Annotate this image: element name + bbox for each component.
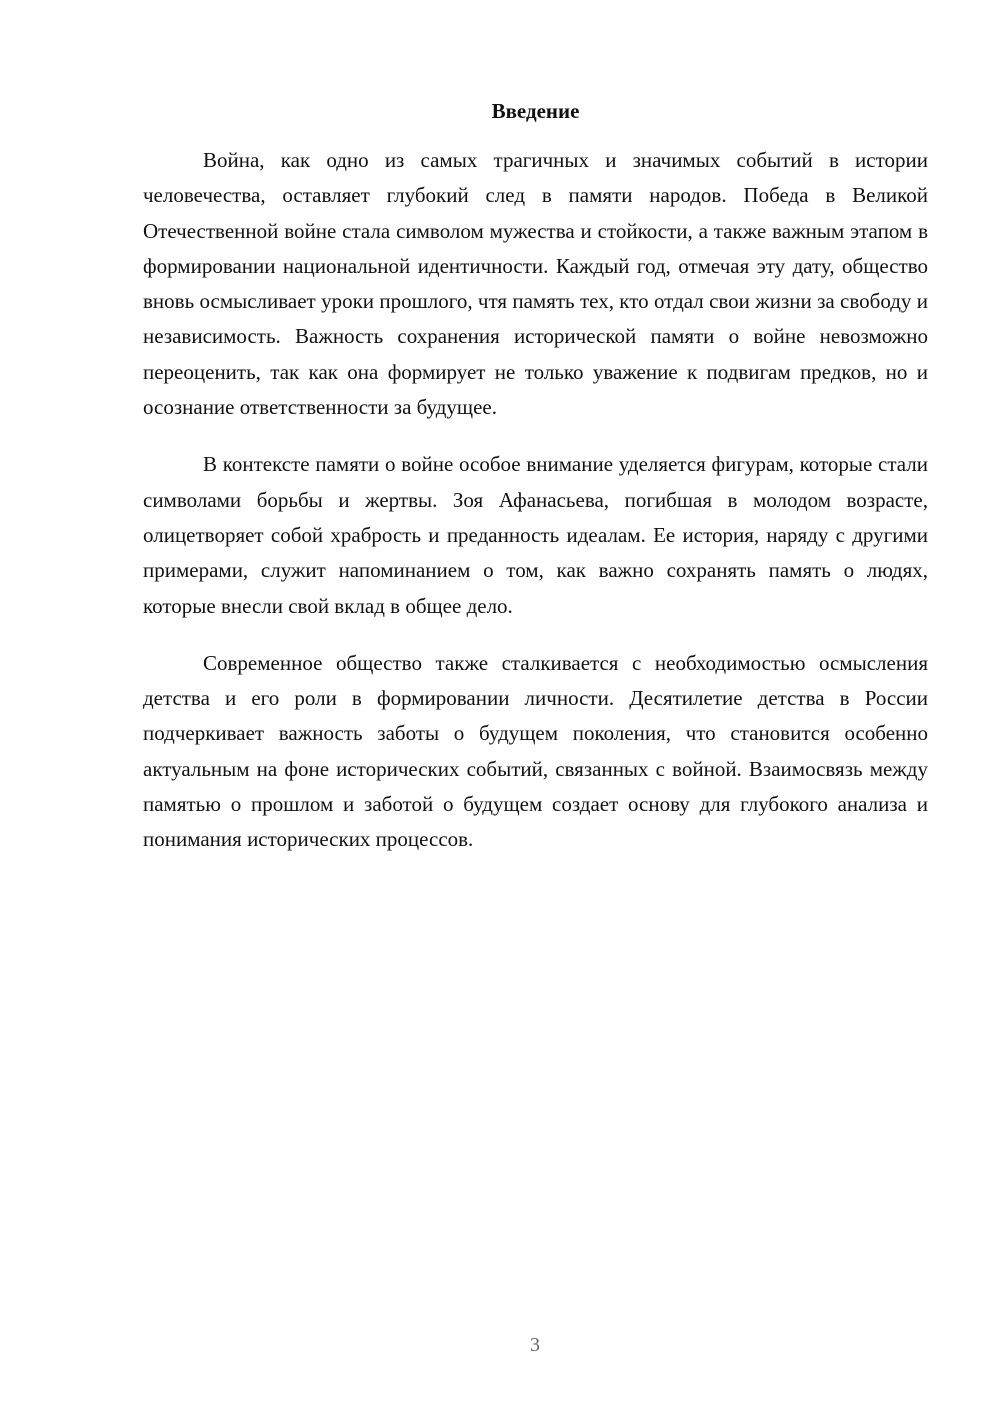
section-title: Введение [491,99,580,123]
paragraph-2: В контексте памяти о войне особое внимание уделяется фигурам, которые стали символами борьбы и жертвы. Зоя Афанасьева, погибшая в молодом возрасте, олицетворяет собой храбрость и преданность идеалам. Ее история, наряду с другими примерами, служит напоминанием о том, как важно сохранять память о людях, которые внесли свой вклад в общее дело. [143,452,928,618]
paragraph-1: Война, как одно из самых трагичных и значимых событий в истории человечества, оставляет глубокий след в памяти народов. Победа в Великой Отечественной войне стала символом мужества и стойкости, а также важным этапом в формировании национальной идентичности. Каждый год, отмечая эту дату, общество вновь осмысливает уроки прошлого, чтя память тех, кто отдал свои жизни за свободу и независимость. Важность сохранения исторической памяти о войне невозможно переоценить, так как она формирует не только уважение к подвигам предков, но и осознание ответственности за будущее. [143,148,928,420]
page-content [143,94,928,880]
page-number: 3 [530,1334,540,1356]
paragraph-3: Современное общество также сталкивается с необходимостью осмысления детства и его роли в формировании личности. Десятилетие детства в России подчеркивает важность заботы о будущем поколения, что становится особенно актуальным на фоне исторических событий, связанных с войной. Взаимосвязь между памятью о прошлом и заботой о будущем создает основу для глубокого анализа и понимания исторических процессов. [143,650,928,852]
